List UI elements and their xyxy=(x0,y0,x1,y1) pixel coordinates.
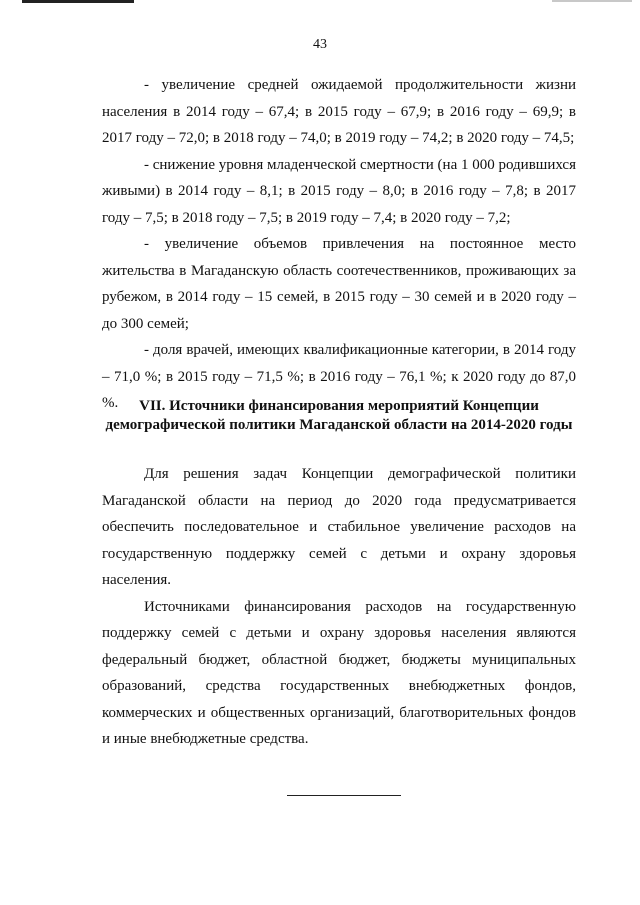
scan-edge-mark xyxy=(22,0,134,3)
text-line: образований, средства государственных внебюджетных фондов, xyxy=(102,678,576,694)
text-line: федеральный бюджет, областной бюджет, бюджеты муниципальных xyxy=(102,651,576,668)
text-line: Магаданской области на период до 2020 года предусматривается обеспечить xyxy=(102,492,576,535)
scan-edge-mark-right xyxy=(552,0,632,2)
targets-list xyxy=(102,72,576,417)
text-line: иные внебюджетные средства. xyxy=(113,731,309,747)
page-number: 43 xyxy=(313,37,327,52)
section-heading-line: демографической политики Магаданской области на 2014-2020 годы xyxy=(105,417,573,433)
target-compatriots xyxy=(102,231,576,337)
text-line: - увеличение средней ожидаемой продолжительности жизни xyxy=(144,77,576,93)
text-line: году – 72,0; в 2018 году – 74,0; в 2019 году – 74,2; в 2020 году – 74,5; xyxy=(135,130,575,146)
text-line: последовательное и стабильное увеличение расходов на государственную xyxy=(102,519,576,562)
text-line: - увеличение объемов привлечения на постоянное место жительства в xyxy=(102,236,576,279)
text-line: - доля врачей, имеющих квалификационные категории, в 2014 году – xyxy=(102,342,576,385)
text-line: 71,0 %; в 2015 году – 71,5 %; в 2016 году – 76,1 %; к 2020 году до 87,0 %. xyxy=(102,368,576,411)
target-life-expectancy xyxy=(102,72,576,152)
text-line: поддержку семей с детьми и охрану здоровья населения являются xyxy=(102,625,576,641)
text-line: населения в 2014 году – 67,4; в 2015 году – 67,9; в 2016 году – 69,9; в 2017 xyxy=(102,103,576,146)
text-line: поддержку семей с детьми и охрану здоровья населения. xyxy=(102,545,576,588)
text-line: в 2014 году – 15 семей, в 2015 году – 30 семей и в 2020 году – до 300 семей; xyxy=(102,289,577,332)
section-heading xyxy=(102,397,576,435)
text-line: 7,5; в 2018 году – 7,5; в 2019 году – 7,4; в 2020 году – 7,2; xyxy=(144,209,511,226)
text-line: Источниками финансирования расходов на государственную xyxy=(144,598,576,615)
funding-paragraph-2 xyxy=(102,594,576,753)
text-line: Магаданскую область соотечественников, проживающих за рубежом, xyxy=(102,262,576,305)
funding-paragraph-1 xyxy=(102,461,576,594)
text-line: живыми) в 2014 году – 8,1; в 2015 году – 8,0; в 2016 году – 7,8; в 2017 году – xyxy=(102,183,576,226)
text-line: - снижение уровня младенческой смертности (на 1 000 родившихся xyxy=(144,156,576,173)
section-heading-line: VII. Источники финансирования мероприятий Концепции xyxy=(139,398,539,414)
text-line: Для решения задач Концепции демографической политики xyxy=(144,466,576,482)
funding-text xyxy=(102,461,576,753)
target-infant-mortality xyxy=(102,152,576,232)
text-line: коммерческих и общественных организаций, благотворительных фондов и xyxy=(102,704,576,747)
end-of-section-rule xyxy=(287,795,401,796)
